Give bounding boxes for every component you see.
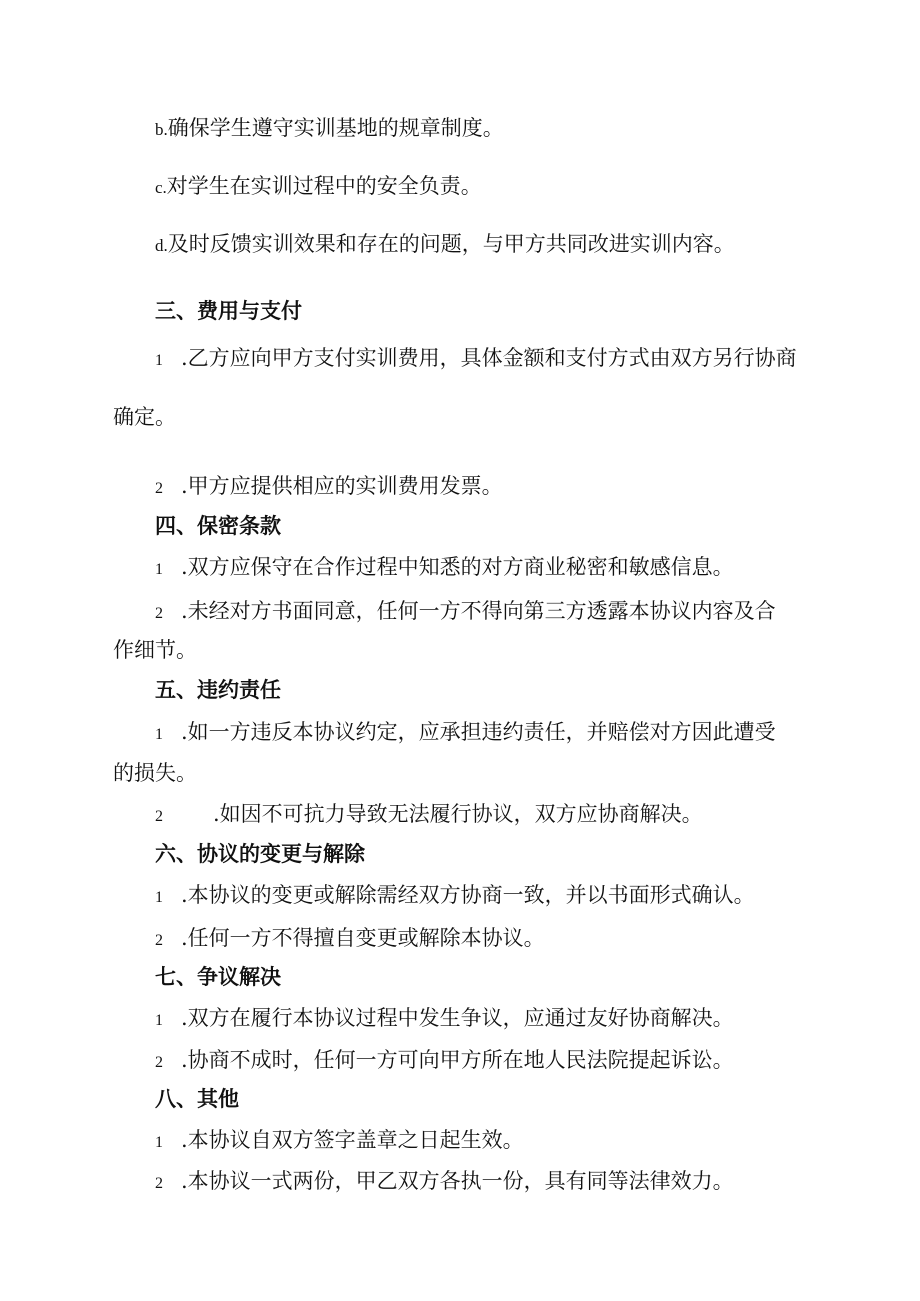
clause-number: 1: [155, 1134, 163, 1151]
section-heading: 六、协议的变更与解除: [155, 842, 365, 866]
clause-number: 1: [155, 352, 163, 369]
clause: [155, 1167, 734, 1198]
clause-number: 2: [155, 480, 163, 497]
clause-continuation: 确定。: [113, 405, 176, 429]
clause-number: 1: [155, 1012, 163, 1029]
item-text: 对学生在实训过程中的安全负责。: [166, 174, 482, 198]
section-heading: 七、争议解决: [155, 965, 281, 989]
item-text: 及时反馈实训效果和存在的问题，与甲方共同改进实训内容。: [167, 232, 735, 256]
clause: [155, 1126, 524, 1157]
section-heading: 三、费用与支付: [155, 299, 302, 323]
clause: [155, 881, 755, 912]
clause: [155, 1004, 734, 1035]
section-heading: 五、违约责任: [155, 678, 281, 702]
clause: [155, 924, 545, 955]
clause-text: .双方在履行本协议过程中发生争议，应通过友好协商解决。: [181, 1006, 734, 1030]
clause-text: .本协议一式两份，甲乙双方各执一份，具有同等法律效力。: [181, 1169, 734, 1193]
section-heading: 八、其他: [155, 1087, 239, 1111]
section-heading: 四、保密条款: [155, 514, 281, 538]
clause-text: .甲方应提供相应的实训费用发票。: [181, 474, 503, 498]
clause-number: 2: [155, 808, 163, 825]
clause: [155, 344, 797, 375]
clause-text: .未经对方书面同意，任何一方不得向第三方透露本协议内容及合: [181, 599, 776, 623]
clause-text: .如一方违反本协议约定，应承担违约责任，并赔偿对方因此遭受: [181, 720, 776, 744]
clause-number: 1: [155, 726, 163, 743]
clause-text: .任何一方不得擅自变更或解除本协议。: [181, 926, 545, 950]
clause-number: 2: [155, 1175, 163, 1192]
clause-continuation: 的损失。: [113, 761, 197, 785]
clause-text: .本协议自双方签字盖章之日起生效。: [181, 1128, 524, 1152]
clause-continuation: 作细节。: [113, 638, 197, 662]
clause-number: 2: [155, 605, 163, 622]
clause: [155, 1046, 734, 1077]
clause: [155, 597, 776, 628]
list-item: [155, 230, 735, 260]
list-item: [155, 172, 482, 202]
clause: [155, 553, 734, 584]
clause-text: .本协议的变更或解除需经双方协商一致，并以书面形式确认。: [181, 883, 755, 907]
list-item: [155, 114, 504, 144]
clause: [155, 472, 503, 503]
clause-text: .协商不成时，任何一方可向甲方所在地人民法院提起诉讼。: [181, 1048, 734, 1072]
clause-number: 2: [155, 932, 163, 949]
item-label: c.: [155, 178, 167, 197]
item-label: b.: [155, 120, 168, 139]
clause-number: 2: [155, 1054, 163, 1071]
clause-number: 1: [155, 889, 163, 906]
clause-text: .双方应保守在合作过程中知悉的对方商业秘密和敏感信息。: [181, 555, 734, 579]
item-text: 确保学生遵守实训基地的规章制度。: [167, 116, 504, 140]
clause: [155, 718, 776, 749]
item-label: d.: [155, 236, 168, 255]
clause-text: .如因不可抗力导致无法履行协议，双方应协商解决。: [213, 802, 703, 826]
clause-number: 1: [155, 561, 163, 578]
clause-text: .乙方应向甲方支付实训费用，具体金额和支付方式由双方另行协商: [181, 346, 797, 370]
clause: [155, 800, 703, 831]
